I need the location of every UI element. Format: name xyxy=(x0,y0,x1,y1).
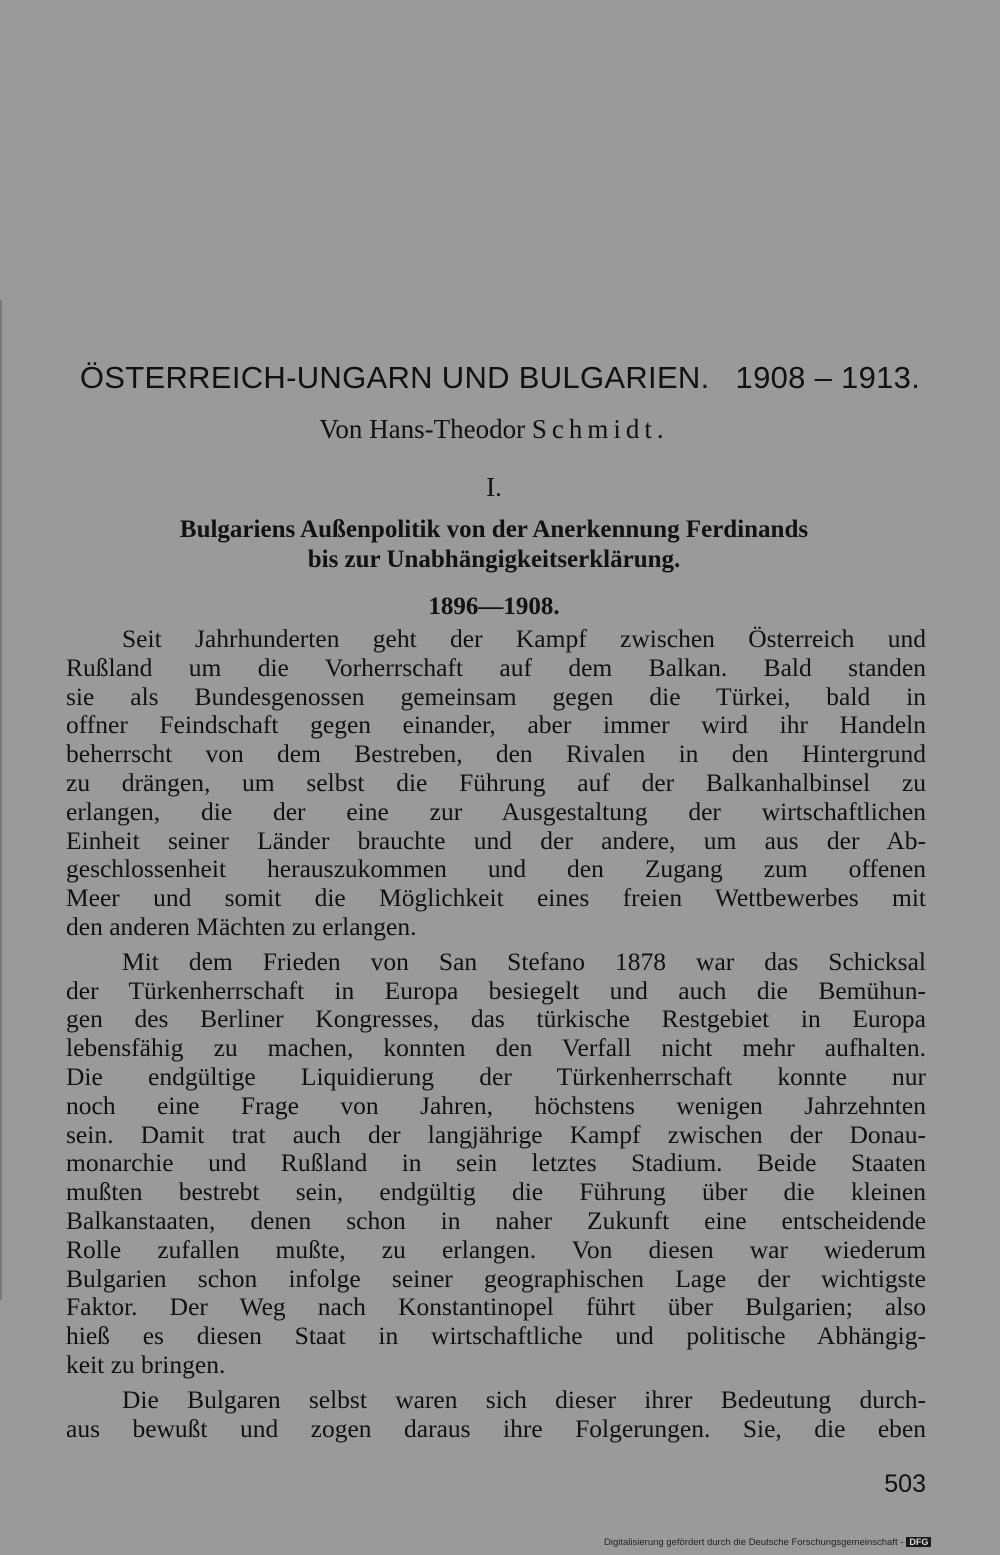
author-line xyxy=(64,414,924,445)
paragraph-2-line: Faktor. Der Weg nach Konstantinopel führt über Bulgarien; also xyxy=(66,1292,926,1322)
paragraph-2-line: Rolle zufallen mußte, zu erlangen. Von diesen war wiederum xyxy=(66,1234,926,1264)
paragraph-1-line: Rußland um die Vorherrschaft auf dem Balkan. Bald standen xyxy=(66,652,926,682)
paragraph-2-line: Die endgültige Liquidierung der Türkenherrschaft konnte nur xyxy=(66,1061,926,1091)
paragraph-1-line: erlangen, die der eine zur Ausgestaltung der wirtschaftlichen xyxy=(66,796,926,826)
paragraph-3-line: Die Bulgaren selbst waren sich dieser ihrer Bedeutung durch- xyxy=(122,1384,926,1414)
paragraph-2-line: noch eine Frage von Jahren, höchstens wenigen Jahrzehnten xyxy=(66,1090,926,1120)
article-title-years: 1908 – 1913. xyxy=(735,360,921,395)
article-title-main: ÖSTERREICH-UNGARN UND BULGARIEN. xyxy=(79,360,710,395)
paragraph-1-line: beherrscht von dem Bestreben, den Rivalen in den Hintergrund xyxy=(66,739,926,769)
paragraph-1-line: geschlossenheit herauszukommen und den Zugang zum offenen xyxy=(66,854,926,884)
subtitle-line-2: bis zur Unabhängigkeitserklärung. xyxy=(307,546,681,573)
article-title xyxy=(64,360,936,396)
subtitle-line-1: Bulgariens Außenpolitik von der Anerkennung Ferdinands xyxy=(179,516,809,543)
section-subtitle xyxy=(64,515,924,575)
paragraph-1-line: offner Feindschaft gegen einander, aber immer wird ihr Handeln xyxy=(66,710,926,740)
paragraph-2-line: lebensfähig zu machen, konnten den Verfall nicht mehr aufhalten. xyxy=(66,1033,926,1063)
digitization-credit xyxy=(604,1537,931,1548)
paragraph-2-line: gen des Berliner Kongresses, das türkische Restgebiet in Europa xyxy=(66,1004,926,1034)
section-years: 1896—1908. xyxy=(428,593,560,620)
paragraph-1-line: sie als Bundesgenossen gemeinsam gegen die Türkei, bald in xyxy=(66,681,926,711)
author-surname: Schmidt. xyxy=(531,414,669,444)
paragraph-2-line: hieß es diesen Staat in wirtschaftliche und politische Abhängig- xyxy=(66,1321,926,1351)
paragraph-1-line: Einheit seiner Länder brauchte und der andere, um aus der Ab- xyxy=(66,825,926,855)
dfg-logo: DFG xyxy=(906,1537,931,1547)
paragraph-2-line: Bulgarien schon infolge seiner geographischen Lage der wichtigste xyxy=(66,1263,926,1293)
paragraph-2-line: mußten bestrebt sein, endgültig die Führung über die kleinen xyxy=(66,1177,926,1207)
author-prefix: Von Hans-Theodor xyxy=(319,414,526,444)
paragraph-2-line: monarchie und Rußland in sein letztes Stadium. Beide Staaten xyxy=(66,1148,926,1178)
paragraph-2-line: sein. Damit trat auch der langjährige Kampf zwischen der Donau- xyxy=(66,1119,926,1149)
paragraph-1-line: den anderen Mächten zu erlangen. xyxy=(66,911,417,941)
paragraph-2-line: der Türkenherrschaft in Europa besiegelt und auch die Bemühun- xyxy=(66,975,926,1005)
credit-text: Digitalisierung gefördert durch die Deutsche Forschungsgemeinschaft - xyxy=(604,1537,904,1548)
paragraph-2-line: keit zu bringen. xyxy=(66,1349,226,1379)
paragraph-1-line: Meer und somit die Möglichkeit eines freien Wettbewerbes mit xyxy=(66,883,926,913)
paragraph-1-line: Seit Jahrhunderten geht der Kampf zwischen Österreich und xyxy=(122,624,926,653)
paragraph-3-line: aus bewußt und zogen daraus ihre Folgerungen. Sie, die eben xyxy=(66,1413,926,1443)
page-number: 503 xyxy=(884,1470,926,1498)
body-text xyxy=(66,625,926,1443)
paragraph-2-line: Mit dem Frieden von San Stefano 1878 war das Schicksal xyxy=(122,946,926,976)
paragraph-1-line: zu drängen, um selbst die Führung auf der Balkanhalbinsel zu xyxy=(66,767,926,797)
paragraph-2-line: Balkanstaaten, denen schon in naher Zukunft eine entscheidende xyxy=(66,1205,926,1235)
section-number: I. xyxy=(486,472,502,502)
page-edge xyxy=(0,300,2,1300)
